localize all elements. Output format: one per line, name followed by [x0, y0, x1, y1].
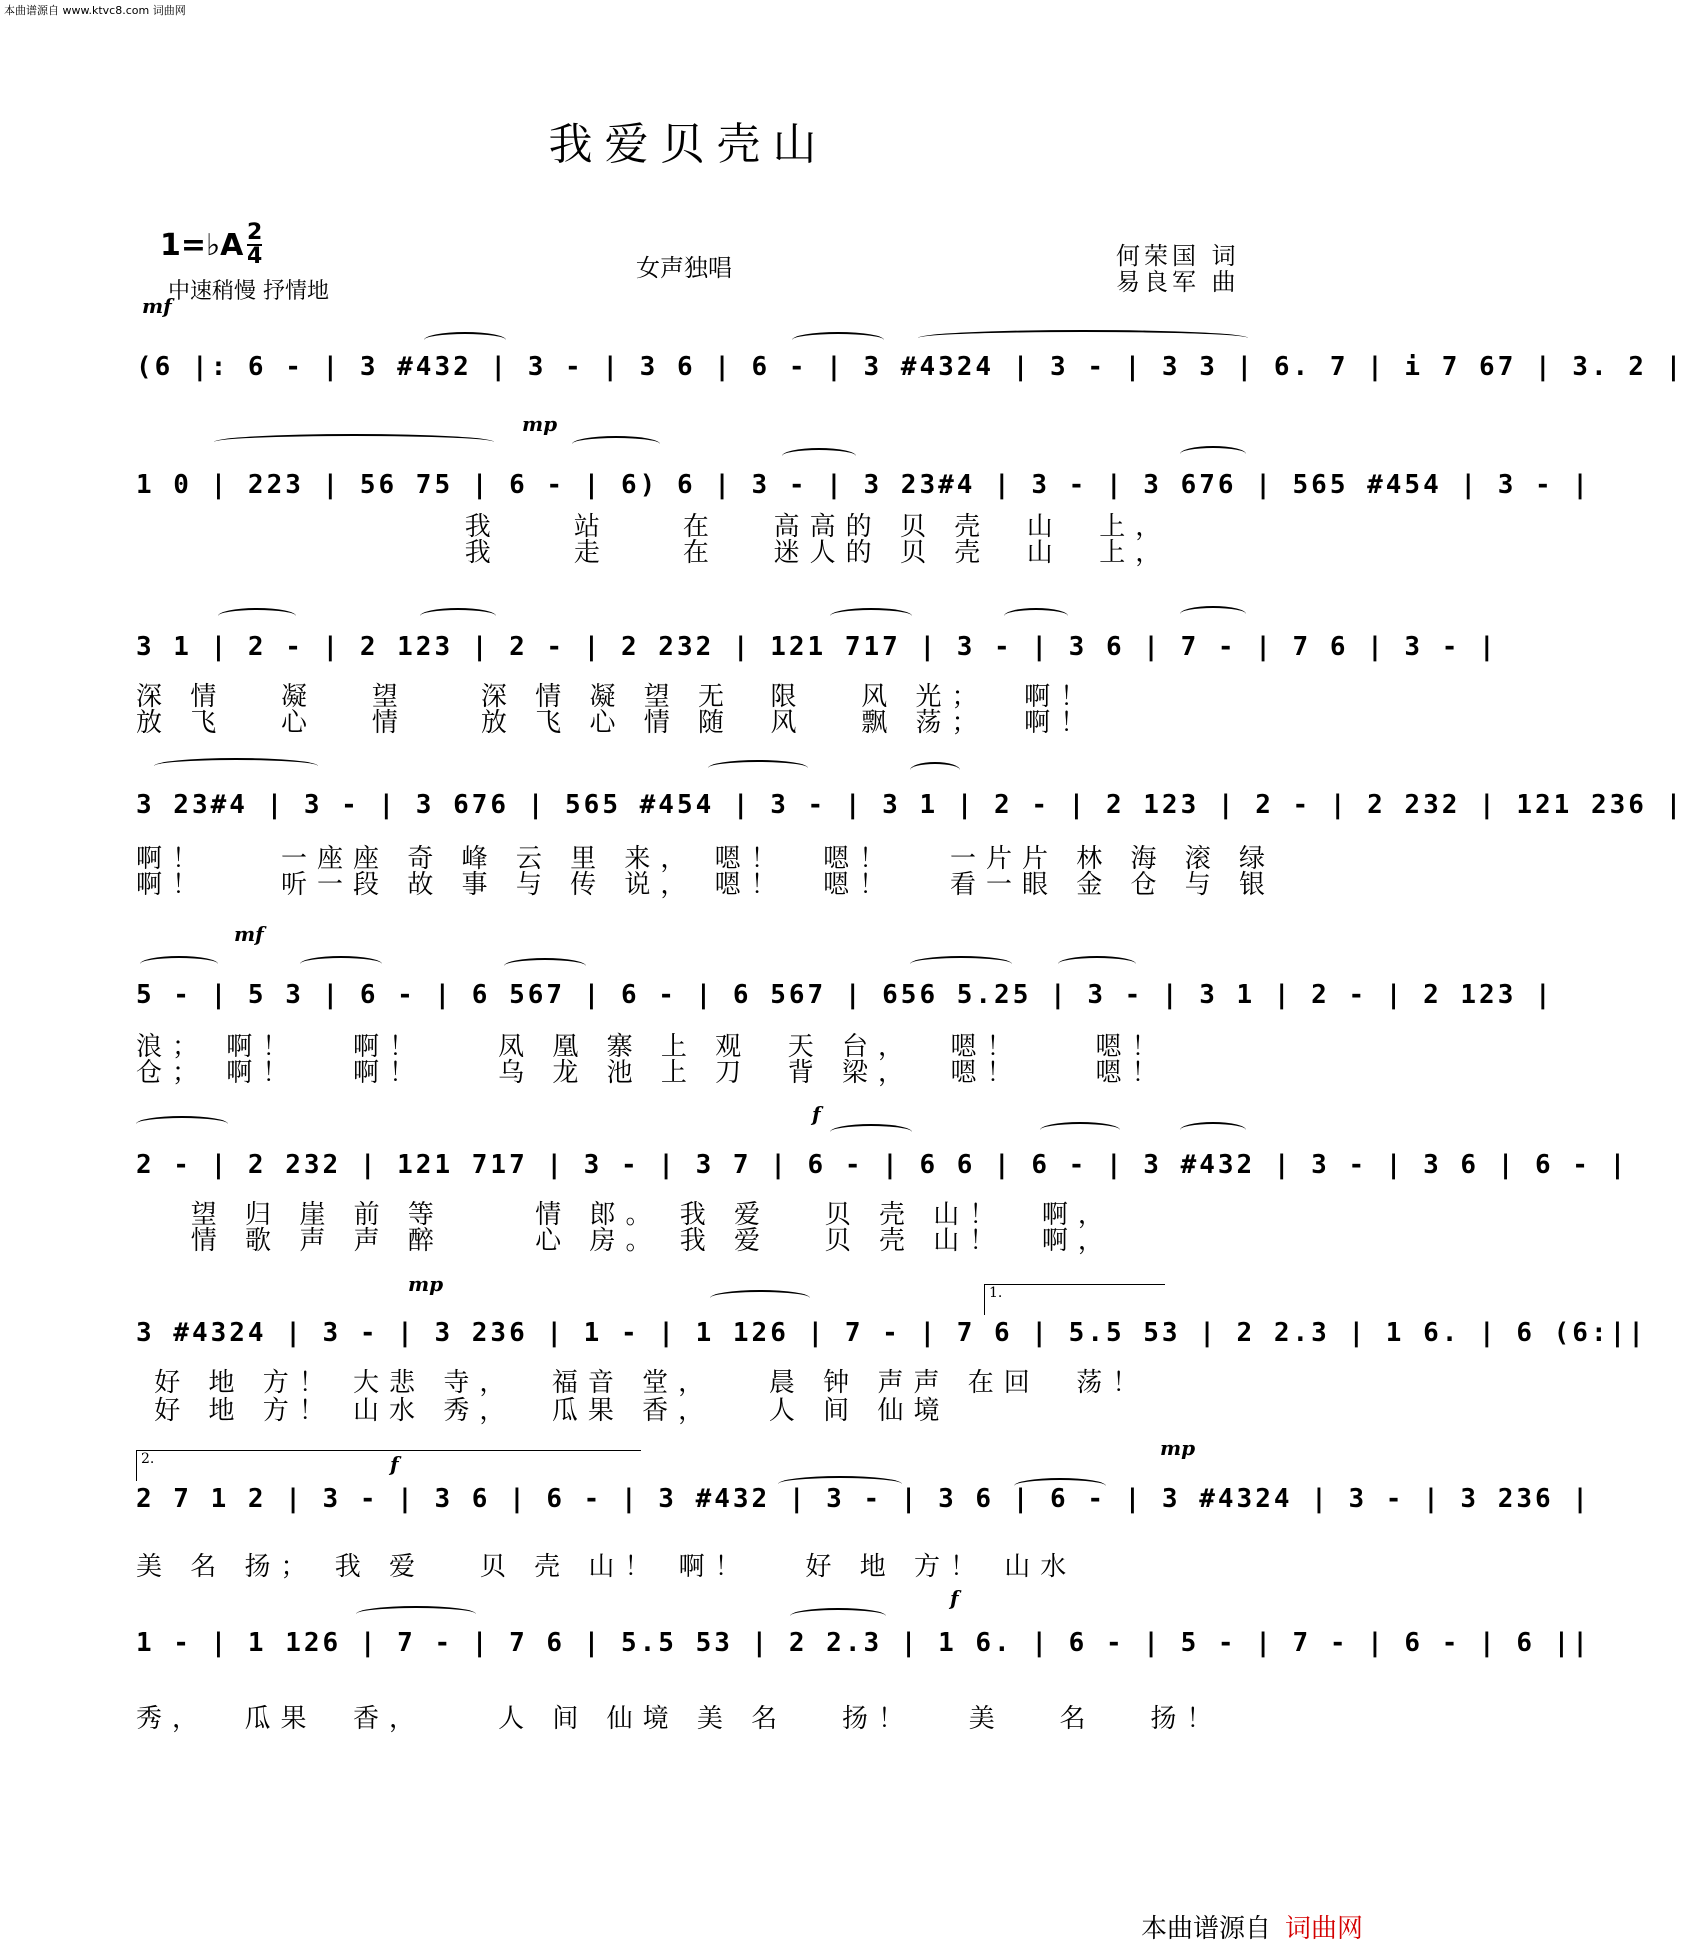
slur: [918, 330, 1248, 346]
slur: [708, 760, 808, 776]
lyrics-line-5-verse-2: 仓； 啊！ 啊！ 乌 龙 池 上 刀 背 梁， 嗯！ 嗯！: [136, 1058, 1168, 1088]
dynamic-f: f: [390, 1452, 399, 1476]
notation-line-2: 1 0 | 223 | 56 75 | 6 - | 6) 6 | 3 - | 3 23#4 | 3 - | 3 676 | 565 #454 | 3 - |: [136, 470, 1591, 500]
slur: [1180, 446, 1246, 462]
footer-site-link[interactable]: 词曲网: [1284, 1914, 1363, 1944]
lyrics-line-8: 美 名 扬； 我 爱 贝 壳 山！ 啊！ 好 地 方！ 山水: [136, 1552, 1077, 1582]
notation-line-4: 3 23#4 | 3 - | 3 676 | 565 #454 | 3 - | 3 1 | 2 - | 2 123 | 2 - | 2 232 | 121 236 |: [136, 790, 1684, 820]
slur: [792, 332, 884, 348]
slur: [1180, 1122, 1246, 1138]
time-bottom: 4: [247, 244, 263, 269]
slur: [424, 332, 506, 348]
slur: [154, 758, 318, 774]
notation-line-5: 5 - | 5 3 | 6 - | 6 567 | 6 - | 6 567 | 656 5.25 | 3 - | 3 1 | 2 - | 2 123 |: [136, 980, 1554, 1010]
slur: [710, 1290, 810, 1306]
notation-line-9: 1 - | 1 126 | 7 - | 7 6 | 5.5 53 | 2 2.3 | 1 6. | 6 - | 5 - | 7 - | 6 - | 6 ||: [136, 1628, 1591, 1658]
lyrics-line-2-verse-2: 我 走 在 迷人的 贝 壳 山 上，: [136, 538, 1172, 568]
lyricist-credit: 何荣国 词: [1116, 242, 1240, 270]
slur: [1058, 956, 1136, 972]
key-signature: 1=♭A: [160, 228, 244, 263]
slur: [1180, 606, 1246, 622]
lyrics-line-7-verse-1: 好 地 方！ 大悲 寺， 福音 堂， 晨 钟 声声 在回 荡！: [136, 1368, 1149, 1398]
lyrics-line-4-verse-2: 啊！ 听一段 故 事 与 传 说， 嗯！ 嗯！ 看一眼 金 仓 与 银: [136, 870, 1276, 900]
volta-2: 2.: [136, 1450, 641, 1481]
volta-1: 1.: [984, 1284, 1165, 1315]
dynamic-f: f: [950, 1586, 959, 1610]
notation-line-8: 2 7 1 2 | 3 - | 3 6 | 6 - | 3 #432 | 3 - | 3 6 | 6 - | 3 #4324 | 3 - | 3 236 |: [136, 1484, 1591, 1514]
footer-source: [1141, 1908, 1363, 1945]
dynamic-mf: mf: [142, 294, 172, 318]
lyrics-line-9: 秀， 瓜果 香， 人 间 仙境 美 名 扬！ 美 名 扬！: [136, 1704, 1223, 1734]
dynamic-mp: mp: [408, 1272, 444, 1296]
lyrics-line-3-verse-1: 深 情 凝 望 深 情 凝 望 无 限 风 光； 啊！: [136, 682, 1097, 712]
lyrics-line-7-verse-2: 好 地 方！ 山水 秀， 瓜果 香， 人 间 仙境: [136, 1396, 950, 1426]
slur: [790, 1608, 886, 1624]
lyrics-line-2-verse-1: 我 站 在 高高的 贝 壳 山 上，: [136, 512, 1172, 542]
slur: [830, 1124, 912, 1140]
time-top: 2: [247, 220, 263, 245]
performance-type: 女声独唱: [636, 254, 732, 282]
slur: [1004, 608, 1068, 624]
slur: [218, 608, 296, 624]
notation-line-7: 3 #4324 | 3 - | 3 236 | 1 - | 1 126 | 7 - | 7 6 | 5.5 53 | 2 2.3 | 1 6. | 6 (6:||: [136, 1318, 1647, 1348]
footer-source-text: 本曲谱源自: [1140, 1914, 1271, 1944]
tempo-marking: 中速稍慢 抒情地: [168, 279, 329, 304]
slur: [140, 956, 218, 972]
slur: [356, 1606, 476, 1622]
slur: [214, 434, 494, 450]
dynamic-mf: mf: [234, 922, 264, 946]
slur: [420, 608, 496, 624]
slur: [1040, 1122, 1120, 1138]
slur: [136, 1116, 228, 1132]
lyrics-line-3-verse-2: 放 飞 心 情 放 飞 心 情 随 风 飘 荡； 啊！: [136, 708, 1097, 738]
notation-line-6: 2 - | 2 232 | 121 717 | 3 - | 3 7 | 6 - | 6 6 | 6 - | 3 #432 | 3 - | 3 6 | 6 - |: [136, 1150, 1629, 1180]
lyrics-line-5-verse-1: 浪； 啊！ 啊！ 凤 凰 寨 上 观 天 台， 嗯！ 嗯！: [136, 1032, 1168, 1062]
slur: [830, 608, 912, 624]
dynamic-mp: mp: [522, 412, 558, 436]
notation-line-1: (6 |: 6 - | 3 #432 | 3 - | 3 6 | 6 - | 3 #4324 | 3 - | 3 3 | 6. 7 | i 7 67 | 3. 2 |: [136, 352, 1684, 382]
slur: [572, 436, 660, 452]
lyrics-line-4-verse-1: 啊！ 一座座 奇 峰 云 里 来， 嗯！ 嗯！ 一片片 林 海 滚 绿: [136, 844, 1276, 874]
slur: [504, 958, 586, 974]
composer-credit: 易良军 曲: [1116, 268, 1240, 296]
song-title: 我爱贝壳山: [548, 119, 829, 170]
lyrics-line-6-verse-1: 望 归 崖 前 等 情 郎。 我 爱 贝 壳 山！ 啊，: [136, 1200, 1114, 1230]
slur: [782, 448, 856, 464]
dynamic-mp: mp: [1160, 1436, 1196, 1460]
slur: [300, 956, 382, 972]
notation-line-3: 3 1 | 2 - | 2 123 | 2 - | 2 232 | 121 717 | 3 - | 3 6 | 7 - | 7 6 | 3 - |: [136, 632, 1498, 662]
dynamic-f: f: [812, 1102, 821, 1126]
slur: [910, 956, 1012, 972]
time-signature: [247, 222, 262, 268]
slur: [910, 762, 960, 778]
lyrics-line-6-verse-2: 情 歌 声 声 醉 心 房。 我 爱 贝 壳 山！ 啊，: [136, 1226, 1114, 1256]
top-watermark: 本曲谱源自 www.ktvc8.com 词曲网: [4, 4, 186, 17]
